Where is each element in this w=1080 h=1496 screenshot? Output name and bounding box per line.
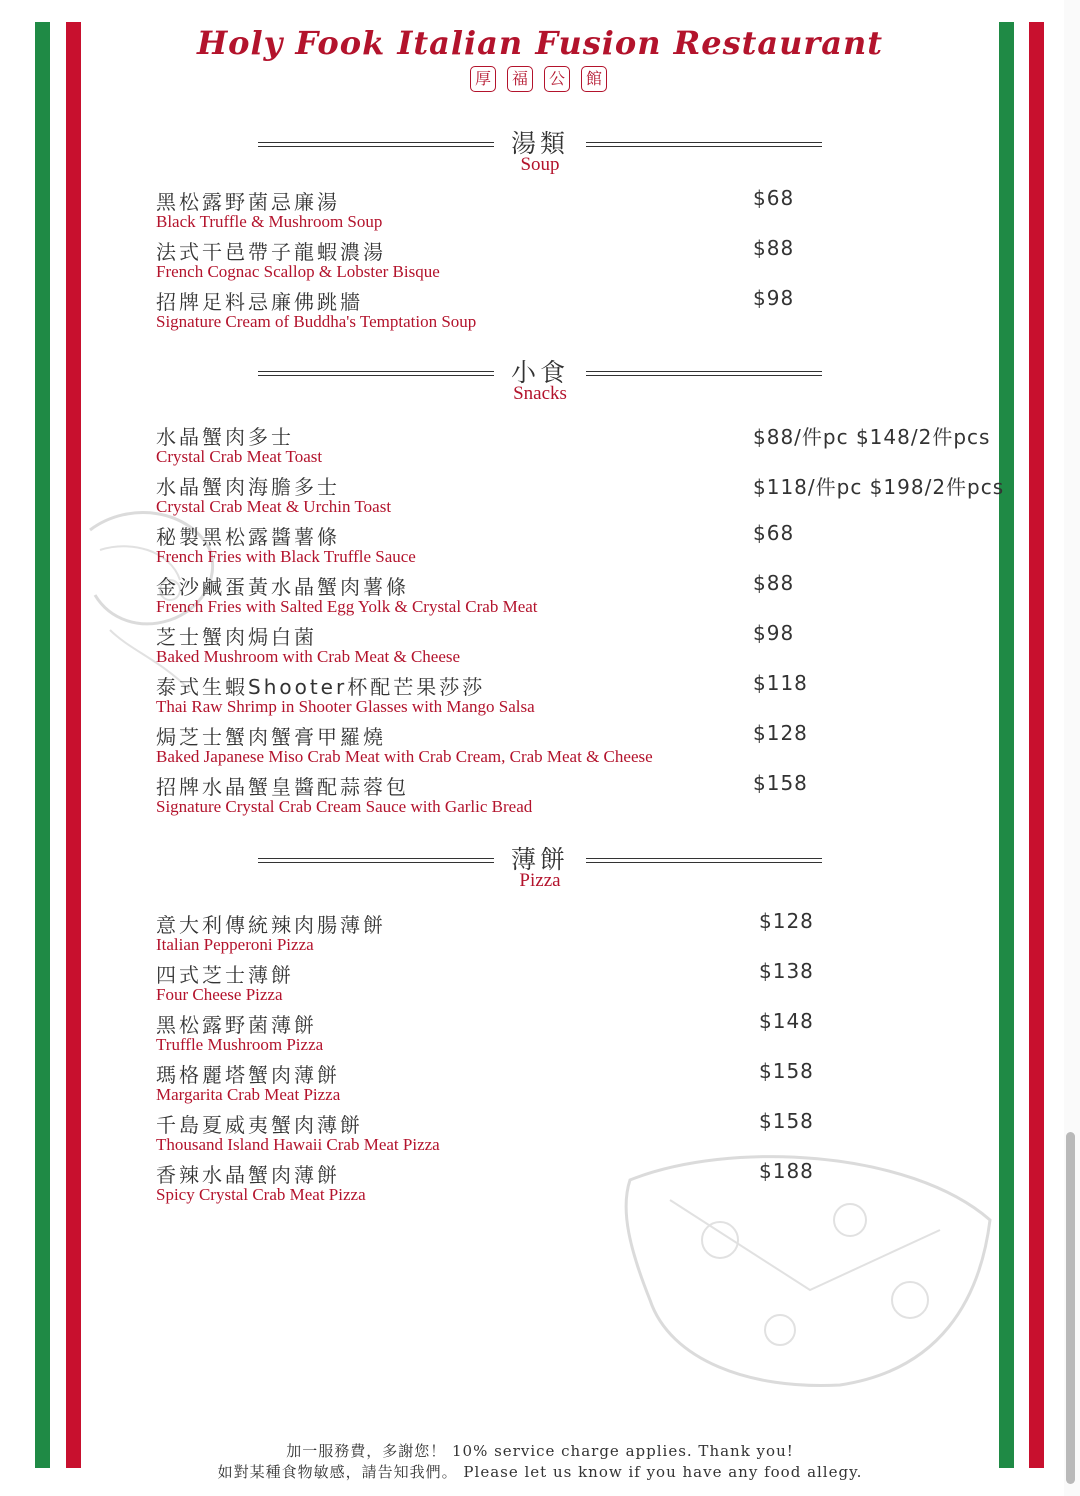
section-title-zh: 湯類 <box>510 129 569 158</box>
seal-char: 厚 <box>470 66 496 92</box>
section-title-zh: 薄餅 <box>510 845 569 874</box>
item-name-en: Thousand Island Hawaii Crab Meat Pizza <box>156 1135 440 1154</box>
item-name-en: Crystal Crab Meat Toast <box>156 447 323 466</box>
item-name-zh: 四式芝士薄餅 <box>156 963 294 987</box>
item-name-zh: 招牌水晶蟹皇醬配蒜蓉包 <box>156 775 409 799</box>
item-price: $128 <box>753 721 808 745</box>
section-rule <box>258 142 494 147</box>
item-name-en: Baked Japanese Miso Crab Meat with Crab Cream, Crab Meat & Cheese <box>156 747 653 766</box>
item-name-en: French Fries with Salted Egg Yolk & Crystal Crab Meat <box>156 597 538 616</box>
item-name-zh: 秘製黑松露醬薯條 <box>156 525 340 549</box>
item-name-zh: 黑松露野菌忌廉湯 <box>156 190 340 214</box>
item-name-zh: 瑪格麗塔蟹肉薄餅 <box>156 1063 340 1087</box>
item-price: $88 <box>753 571 795 595</box>
item-name-zh: 焗芝士蟹肉蟹膏甲羅燒 <box>156 725 386 749</box>
section-title-zh: 小食 <box>510 358 569 387</box>
item-name-en: French Fries with Black Truffle Sauce <box>156 547 416 566</box>
seal-char: 公 <box>544 66 570 92</box>
item-name-en: Four Cheese Pizza <box>156 985 283 1004</box>
allergy-note: 如對某種食物敏感，請告知我們。 Please let us know if you have any food allegy. <box>217 1463 863 1481</box>
item-name-en: Margarita Crab Meat Pizza <box>156 1085 341 1104</box>
seal-char: 館 <box>581 66 607 92</box>
section-rule <box>586 858 822 863</box>
item-name-zh: 水晶蟹肉海膽多士 <box>156 475 340 499</box>
section-header-pizza <box>258 840 822 900</box>
left-red-stripe <box>66 22 81 1468</box>
section-rule <box>586 371 822 376</box>
item-price: $128 <box>759 909 814 933</box>
item-price: $158 <box>759 1109 814 1133</box>
item-name-en: Baked Mushroom with Crab Meat & Cheese <box>156 647 461 666</box>
item-price: $188 <box>759 1159 814 1183</box>
item-name-en: Signature Cream of Buddha's Temptation Soup <box>156 312 477 331</box>
item-price: $88 <box>753 236 795 260</box>
section-header-snacks <box>258 353 822 413</box>
scrollbar-thumb[interactable] <box>1066 1132 1075 1484</box>
item-price: $98 <box>753 621 795 645</box>
item-name-zh: 意大利傳統辣肉腸薄餅 <box>156 913 386 937</box>
section-rule <box>258 858 494 863</box>
section-header-soup <box>258 124 822 184</box>
item-price: $158 <box>759 1059 814 1083</box>
item-price: $98 <box>753 286 795 310</box>
item-name-en: Spicy Crystal Crab Meat Pizza <box>156 1185 366 1204</box>
item-name-zh: 泰式生蝦Shooter杯配芒果莎莎 <box>156 675 486 699</box>
item-name-en: Italian Pepperoni Pizza <box>156 935 314 954</box>
item-price: $118 <box>753 671 808 695</box>
item-name-zh: 水晶蟹肉多士 <box>156 425 294 449</box>
item-price: $88/件pc $148/2件pcs <box>753 425 991 449</box>
restaurant-title: Holy Fook Italian Fusion Restaurant <box>196 24 884 62</box>
item-name-zh: 法式干邑帶子龍蝦濃湯 <box>156 240 386 264</box>
item-price: $138 <box>759 959 814 983</box>
item-name-en: Crystal Crab Meat & Urchin Toast <box>156 497 392 516</box>
service-charge-note: 加一服務費，多謝您！ 10% service charge applies. Thank you! <box>286 1442 794 1460</box>
item-name-en: Black Truffle & Mushroom Soup <box>156 212 383 231</box>
item-name-zh: 香辣水晶蟹肉薄餅 <box>156 1163 340 1187</box>
section-title-en: Pizza <box>519 870 561 891</box>
item-name-zh: 金沙鹹蛋黃水晶蟹肉薯條 <box>156 575 409 599</box>
section-rule <box>586 142 822 147</box>
right-green-stripe <box>999 22 1014 1468</box>
item-price: $118/件pc $198/2件pcs <box>753 475 1005 499</box>
item-name-zh: 千島夏威夷蟹肉薄餅 <box>156 1113 363 1137</box>
item-name-zh: 黑松露野菌薄餅 <box>156 1013 317 1037</box>
item-price: $68 <box>753 521 795 545</box>
section-title-en: Soup <box>520 154 560 175</box>
seal-char: 福 <box>507 66 533 92</box>
restaurant-seal-logo <box>470 66 610 94</box>
section-title-en: Snacks <box>513 383 567 404</box>
item-name-en: Thai Raw Shrimp in Shooter Glasses with Mango Salsa <box>156 697 535 716</box>
item-name-en: Signature Crystal Crab Cream Sauce with Garlic Bread <box>156 797 533 816</box>
item-name-zh: 芝士蟹肉焗白菌 <box>156 625 317 649</box>
item-price: $68 <box>753 186 795 210</box>
item-name-en: Truffle Mushroom Pizza <box>156 1035 324 1054</box>
item-name-en: French Cognac Scallop & Lobster Bisque <box>156 262 440 281</box>
right-red-stripe <box>1029 22 1044 1468</box>
section-rule <box>258 371 494 376</box>
item-price: $148 <box>759 1009 814 1033</box>
item-name-zh: 招牌足料忌廉佛跳牆 <box>156 290 363 314</box>
item-price: $158 <box>753 771 808 795</box>
left-green-stripe <box>35 22 50 1468</box>
